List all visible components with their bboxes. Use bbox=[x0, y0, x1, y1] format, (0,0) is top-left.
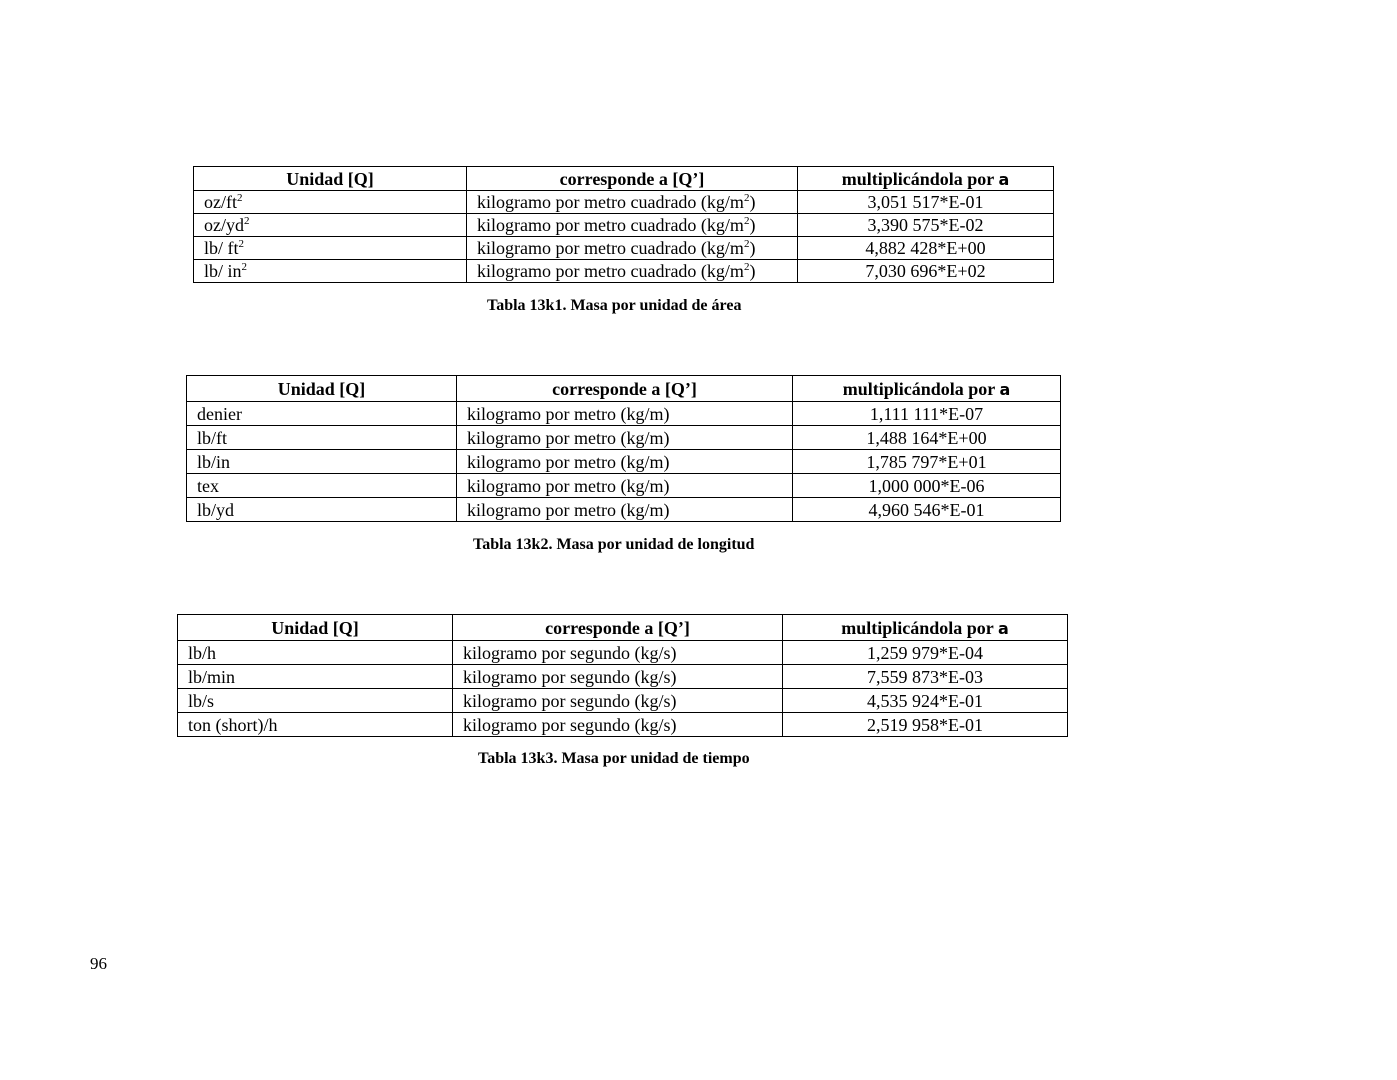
unit-text: oz/yd bbox=[204, 215, 244, 235]
table-row bbox=[187, 474, 1061, 498]
table-mass-per-length bbox=[186, 375, 1061, 522]
table-row bbox=[178, 689, 1068, 713]
factor-cell: 3,390 575*E-02 bbox=[798, 214, 1054, 237]
header-multiply-text: multiplicándola por bbox=[841, 168, 994, 189]
header-unit: Unidad [Q] bbox=[194, 167, 467, 191]
target-cell bbox=[467, 191, 798, 214]
unit-cell: denier bbox=[187, 402, 457, 426]
factor-cell: 1,259 979*E-04 bbox=[783, 641, 1068, 665]
target-text: kilogramo por metro cuadrado (kg/m bbox=[477, 215, 744, 235]
table-mass-per-time bbox=[177, 614, 1068, 737]
target-end: ) bbox=[749, 261, 756, 281]
target-end: ) bbox=[749, 215, 756, 235]
factor-cell: 1,111 111*E-07 bbox=[793, 402, 1061, 426]
target-cell: kilogramo por segundo (kg/s) bbox=[453, 641, 783, 665]
unit-exponent: 2 bbox=[238, 238, 244, 250]
table-row bbox=[194, 214, 1054, 237]
table-caption-2: Tabla 13k2. Masa por unidad de longitud bbox=[473, 536, 755, 553]
header-multiply-text: multiplicándola por bbox=[841, 617, 994, 638]
table-row bbox=[187, 498, 1061, 522]
target-text: kilogramo por metro cuadrado (kg/m bbox=[477, 261, 744, 281]
unit-text: lb/ ft bbox=[204, 238, 239, 258]
target-cell bbox=[467, 214, 798, 237]
unit-cell: lb/s bbox=[178, 689, 453, 713]
target-exponent: 2 bbox=[743, 261, 750, 273]
table-header-row bbox=[194, 167, 1054, 191]
factor-cell: 7,559 873*E-03 bbox=[783, 665, 1068, 689]
factor-cell: 4,535 924*E-01 bbox=[783, 689, 1068, 713]
target-exponent: 2 bbox=[743, 238, 750, 250]
target-cell bbox=[467, 237, 798, 260]
unit-text: lb/ in bbox=[204, 261, 242, 281]
table-header-row bbox=[178, 615, 1068, 641]
table-row bbox=[187, 402, 1061, 426]
unit-cell: lb/h bbox=[178, 641, 453, 665]
table-row bbox=[187, 426, 1061, 450]
header-multiply bbox=[783, 615, 1068, 641]
table-row bbox=[178, 713, 1068, 737]
factor-symbol: a bbox=[997, 618, 1009, 638]
unit-cell: tex bbox=[187, 474, 457, 498]
table-caption-1: Tabla 13k1. Masa por unidad de área bbox=[487, 297, 742, 314]
header-multiply-text: multiplicándola por bbox=[842, 378, 995, 399]
factor-cell: 1,000 000*E-06 bbox=[793, 474, 1061, 498]
target-end: ) bbox=[749, 238, 756, 258]
factor-cell: 1,785 797*E+01 bbox=[793, 450, 1061, 474]
target-cell: kilogramo por metro (kg/m) bbox=[457, 474, 793, 498]
factor-cell: 1,488 164*E+00 bbox=[793, 426, 1061, 450]
target-cell: kilogramo por metro (kg/m) bbox=[457, 498, 793, 522]
header-unit: Unidad [Q] bbox=[187, 376, 457, 402]
target-cell: kilogramo por segundo (kg/s) bbox=[453, 689, 783, 713]
table-mass-per-area bbox=[193, 166, 1054, 283]
table-row bbox=[194, 191, 1054, 214]
factor-cell: 4,960 546*E-01 bbox=[793, 498, 1061, 522]
target-end: ) bbox=[749, 192, 756, 212]
factor-cell: 3,051 517*E-01 bbox=[798, 191, 1054, 214]
target-text: kilogramo por metro cuadrado (kg/m bbox=[477, 192, 744, 212]
unit-exponent: 2 bbox=[244, 215, 250, 227]
target-cell: kilogramo por segundo (kg/s) bbox=[453, 713, 783, 737]
factor-symbol: a bbox=[999, 379, 1011, 399]
table-caption-3: Tabla 13k3. Masa por unidad de tiempo bbox=[478, 750, 750, 767]
table-row bbox=[187, 450, 1061, 474]
target-cell: kilogramo por metro (kg/m) bbox=[457, 426, 793, 450]
unit-cell: ton (short)/h bbox=[178, 713, 453, 737]
table-row bbox=[178, 665, 1068, 689]
table-row bbox=[194, 237, 1054, 260]
header-multiply bbox=[798, 167, 1054, 191]
target-cell: kilogramo por metro (kg/m) bbox=[457, 402, 793, 426]
unit-cell bbox=[194, 237, 467, 260]
unit-text: oz/ft bbox=[204, 192, 237, 212]
page-number: 96 bbox=[90, 954, 107, 973]
unit-cell bbox=[194, 214, 467, 237]
target-exponent: 2 bbox=[743, 192, 750, 204]
factor-symbol: a bbox=[998, 169, 1010, 189]
unit-cell: lb/ft bbox=[187, 426, 457, 450]
header-corresponds: corresponde a [Q’] bbox=[457, 376, 793, 402]
target-exponent: 2 bbox=[743, 215, 750, 227]
unit-cell: lb/min bbox=[178, 665, 453, 689]
unit-cell: lb/in bbox=[187, 450, 457, 474]
factor-cell: 7,030 696*E+02 bbox=[798, 260, 1054, 283]
table-row bbox=[194, 260, 1054, 283]
unit-cell bbox=[194, 260, 467, 283]
table-header-row bbox=[187, 376, 1061, 402]
target-cell bbox=[467, 260, 798, 283]
unit-cell bbox=[194, 191, 467, 214]
factor-cell: 4,882 428*E+00 bbox=[798, 237, 1054, 260]
unit-exponent: 2 bbox=[237, 192, 243, 204]
header-multiply bbox=[793, 376, 1061, 402]
target-cell: kilogramo por segundo (kg/s) bbox=[453, 665, 783, 689]
unit-cell: lb/yd bbox=[187, 498, 457, 522]
table-row bbox=[178, 641, 1068, 665]
header-corresponds: corresponde a [Q’] bbox=[453, 615, 783, 641]
factor-cell: 2,519 958*E-01 bbox=[783, 713, 1068, 737]
header-unit: Unidad [Q] bbox=[178, 615, 453, 641]
unit-exponent: 2 bbox=[241, 261, 248, 273]
target-text: kilogramo por metro cuadrado (kg/m bbox=[477, 238, 744, 258]
header-corresponds: corresponde a [Q’] bbox=[467, 167, 798, 191]
target-cell: kilogramo por metro (kg/m) bbox=[457, 450, 793, 474]
